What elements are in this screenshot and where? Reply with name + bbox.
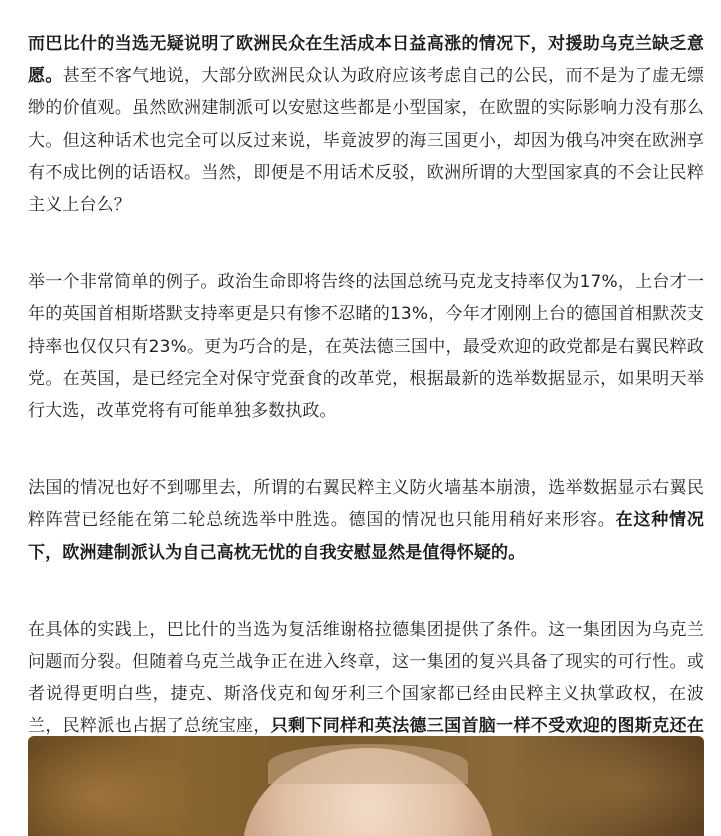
photo-background-left: [28, 736, 198, 836]
paragraph-2-text: 举一个非常简单的例子。政治生命即将告终的法国总统马克龙支持率仅为17%，上台才一年的英国首相斯塔默支持率更是只有惨不忍睹的13%，今年才刚刚上台的德国首相默茨支持率也仅仅只有23%。更为巧合的是，在英法德三国中，最受欢迎的政党都是右翼民粹政党。在英国，是已经完全对保守党蚕食的改革党，根据最新的选举数据显示，如果明天举行大选，改革党将有可能单独多数执政。: [28, 272, 704, 422]
photo-person-hair: [268, 744, 468, 784]
paragraph-2: [28, 266, 704, 427]
paragraph-3-text: 法国的情况也好不到哪里去，所谓的右翼民粹主义防火墙基本崩溃，选举数据显示右翼民粹阵营已经能在第二轮总统选举中胜选。德国的情况也只能用稍好来形容。: [28, 478, 704, 531]
paragraph-4-text: 在具体的实践上，巴比什的当选为复活维谢格拉德集团提供了条件。这一集团因为乌克兰问题而分裂。但随着乌克兰战争正在进入终章，这一集团的复兴具备了现实的可行性。或者说得更明白些，捷克、斯洛伐克和匈牙利三个国家都已经由民粹主义执掌政权，在波兰，民粹派也占据了总统宝座，: [28, 619, 704, 737]
paragraph-3-bold-tail: 在这种情况下，欧洲建制派认为自己高枕无忧的自我安慰显然是值得怀疑的。: [28, 510, 705, 563]
paragraph-1-text: 甚至不客气地说，大部分欧洲民众认为政府应该考虑自己的公民，而不是为了虚无缥缈的价值观。虽然欧洲建制派可以安慰这些都是小型国家，在欧盟的实际影响力没有那么大。但这种话术也完全可以反过来说，毕竟波罗的海三国更小，却因为俄乌冲突在欧洲享有不成比例的话语权。当然，即便是不用话术反驳，欧洲所谓的大型国家真的不会让民粹主义上台么？: [28, 66, 704, 216]
paragraph-3: [28, 472, 704, 569]
paragraph-1: [28, 28, 704, 221]
photo-background-right: [504, 736, 704, 836]
article-body: [28, 28, 704, 820]
paragraph-1-bold-lead: 而巴比什的当选无疑说明了欧洲民众在生活成本日益高涨的情况下，对援助乌克兰缺乏意愿。: [28, 34, 704, 87]
article-photo[interactable]: [28, 736, 704, 836]
paragraph-4-bold-tail: 只剩下同样和英法德三国首脑一样不受欢迎的图斯克还在: [270, 716, 704, 737]
